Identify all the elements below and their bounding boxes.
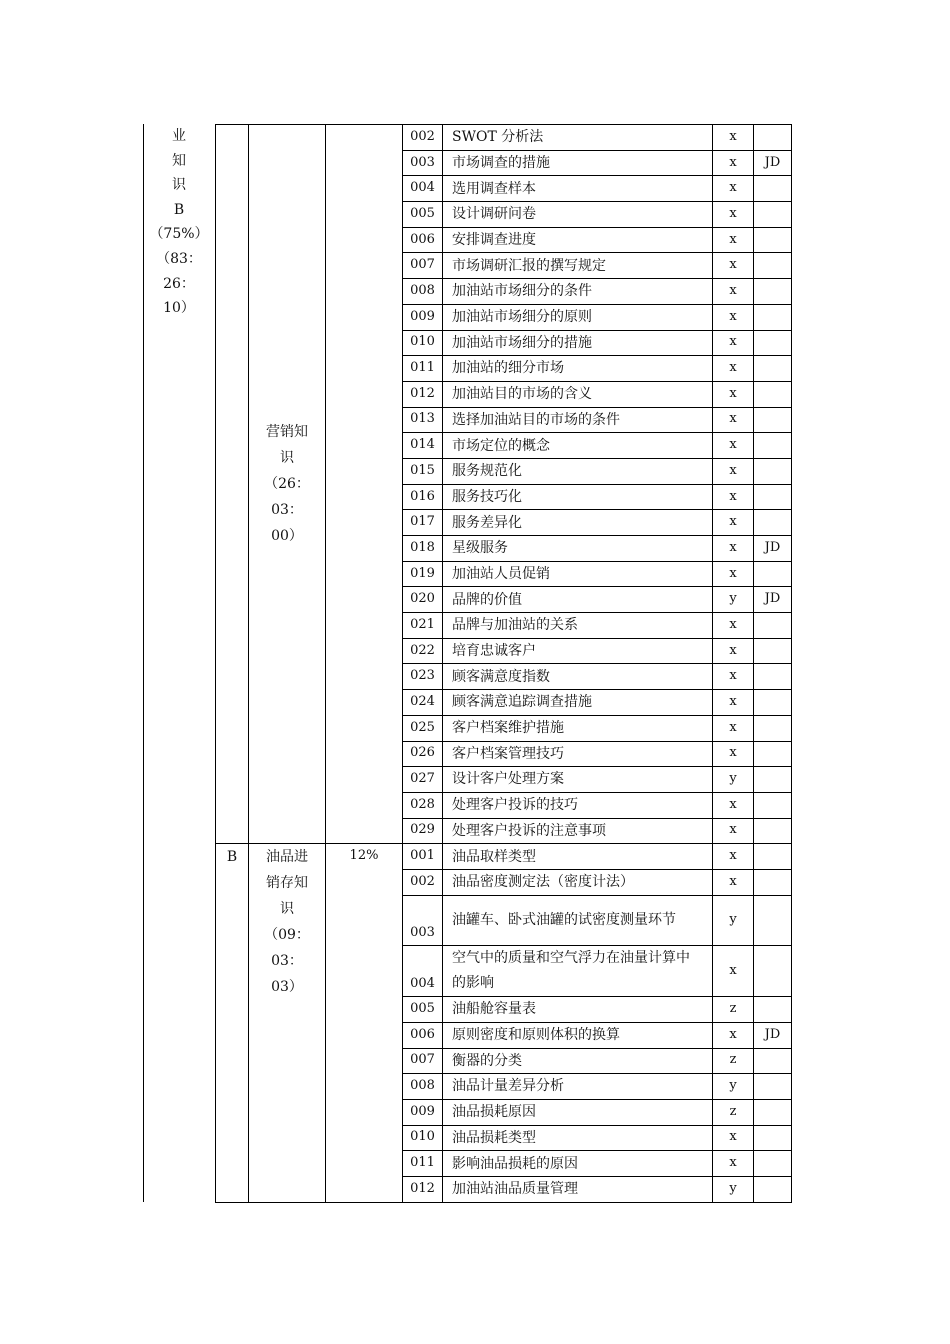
item-code-cell: 021 <box>403 613 443 639</box>
section-name-cell <box>249 125 326 844</box>
item-code-cell: 029 <box>403 818 443 844</box>
importance-cell: x <box>713 869 754 895</box>
section-name-line: 识 <box>280 901 294 918</box>
flag-cell <box>754 946 792 997</box>
flag-cell <box>754 202 792 228</box>
importance-cell: x <box>713 1125 754 1151</box>
flag-cell <box>754 176 792 202</box>
category-label-line: 识 <box>172 177 186 194</box>
flag-cell <box>754 227 792 253</box>
section-name-line: 营销知 <box>266 424 308 441</box>
item-name-cell: 安排调查进度 <box>443 227 713 253</box>
item-code-cell: 001 <box>403 844 443 870</box>
flag-cell <box>754 561 792 587</box>
importance-cell: y <box>713 1176 754 1202</box>
item-name-cell: 油品计量差异分析 <box>443 1074 713 1100</box>
item-name-cell: 设计客户处理方案 <box>443 767 713 793</box>
item-code-cell: 006 <box>403 1022 443 1048</box>
item-code-cell: 003 <box>403 150 443 176</box>
item-code-cell: 028 <box>403 792 443 818</box>
item-name-cell: 加油站人员促销 <box>443 561 713 587</box>
item-name-cell: 市场定位的概念 <box>443 433 713 459</box>
importance-cell: x <box>713 741 754 767</box>
importance-cell: x <box>713 715 754 741</box>
importance-cell: x <box>713 613 754 639</box>
flag-cell: JD <box>754 587 792 613</box>
item-code-cell: 002 <box>403 869 443 895</box>
item-name-cell: 选择加油站目的市场的条件 <box>443 407 713 433</box>
item-code-cell: 002 <box>403 125 443 151</box>
importance-cell: x <box>713 818 754 844</box>
importance-cell: x <box>713 202 754 228</box>
importance-cell: x <box>713 253 754 279</box>
item-code-cell: 023 <box>403 664 443 690</box>
item-name-cell: 加油站市场细分的原则 <box>443 304 713 330</box>
importance-cell: x <box>713 1022 754 1048</box>
item-name-cell: 服务差异化 <box>443 510 713 536</box>
table-row <box>216 844 792 870</box>
flag-cell <box>754 1099 792 1125</box>
category-label-line: （75%） <box>149 226 209 243</box>
item-name-cell: 设计调研问卷 <box>443 202 713 228</box>
importance-cell: x <box>713 407 754 433</box>
importance-cell: y <box>713 767 754 793</box>
weight-cell: 12% <box>326 844 403 1202</box>
item-name-cell: 加油站目的市场的含义 <box>443 381 713 407</box>
flag-cell <box>754 792 792 818</box>
flag-cell <box>754 253 792 279</box>
importance-cell: x <box>713 844 754 870</box>
section-name-line: （09： <box>264 927 310 944</box>
category-label-line: 10） <box>163 300 195 317</box>
category-label-column <box>143 124 215 321</box>
flag-cell <box>754 1151 792 1177</box>
item-code-cell: 005 <box>403 997 443 1023</box>
flag-cell <box>754 433 792 459</box>
table-row <box>216 125 792 151</box>
item-code-cell: 012 <box>403 1176 443 1202</box>
flag-cell: JD <box>754 150 792 176</box>
item-code-cell: 020 <box>403 587 443 613</box>
importance-cell: x <box>713 381 754 407</box>
item-name-cell: 影响油品损耗的原因 <box>443 1151 713 1177</box>
importance-cell: x <box>713 510 754 536</box>
section-name-line: 03： <box>271 502 303 519</box>
importance-cell: x <box>713 227 754 253</box>
item-name-cell: 原则密度和原则体积的换算 <box>443 1022 713 1048</box>
importance-cell: x <box>713 304 754 330</box>
item-code-cell: 019 <box>403 561 443 587</box>
flag-cell <box>754 1074 792 1100</box>
item-code-cell: 005 <box>403 202 443 228</box>
importance-cell: x <box>713 150 754 176</box>
item-name-cell: 油品密度测定法（密度计法） <box>443 869 713 895</box>
knowledge-table <box>215 124 792 1203</box>
item-code-cell: 024 <box>403 690 443 716</box>
importance-cell: x <box>713 356 754 382</box>
flag-cell <box>754 664 792 690</box>
item-code-cell: 003 <box>403 895 443 946</box>
flag-cell <box>754 330 792 356</box>
importance-cell: x <box>713 176 754 202</box>
importance-cell: x <box>713 638 754 664</box>
flag-cell <box>754 869 792 895</box>
item-name-cell: 品牌的价值 <box>443 587 713 613</box>
item-code-cell: 013 <box>403 407 443 433</box>
item-code-cell: 011 <box>403 356 443 382</box>
flag-cell <box>754 715 792 741</box>
item-code-cell: 009 <box>403 304 443 330</box>
item-name-cell: 顾客满意追踪调查措施 <box>443 690 713 716</box>
item-code-cell: 014 <box>403 433 443 459</box>
section-name-line: 识 <box>280 450 294 467</box>
importance-cell: z <box>713 1099 754 1125</box>
item-name-cell: 油品取样类型 <box>443 844 713 870</box>
section-name-line: 油品进 <box>266 849 308 866</box>
importance-cell: y <box>713 895 754 946</box>
flag-cell: JD <box>754 1022 792 1048</box>
item-name-cell: 市场调查的措施 <box>443 150 713 176</box>
item-code-cell: 027 <box>403 767 443 793</box>
flag-cell <box>754 407 792 433</box>
importance-cell: x <box>713 125 754 151</box>
flag-cell <box>754 997 792 1023</box>
section-name-line: （26： <box>264 476 310 493</box>
item-name-cell: 服务技巧化 <box>443 484 713 510</box>
importance-cell: x <box>713 458 754 484</box>
item-code-cell: 009 <box>403 1099 443 1125</box>
item-name-cell: 油品损耗类型 <box>443 1125 713 1151</box>
flag-cell <box>754 1125 792 1151</box>
level-cell <box>216 125 249 844</box>
flag-cell <box>754 767 792 793</box>
item-name-cell: 加油站市场细分的措施 <box>443 330 713 356</box>
importance-cell: x <box>713 433 754 459</box>
item-name-cell: 品牌与加油站的关系 <box>443 613 713 639</box>
item-code-cell: 015 <box>403 458 443 484</box>
item-code-cell: 010 <box>403 330 443 356</box>
section-name-cell <box>249 844 326 1202</box>
category-label-line: 知 <box>172 152 186 169</box>
item-name-cell: 星级服务 <box>443 536 713 562</box>
importance-cell: y <box>713 587 754 613</box>
item-code-cell: 010 <box>403 1125 443 1151</box>
item-name-cell: SWOT 分析法 <box>443 125 713 151</box>
item-name-cell: 客户档案管理技巧 <box>443 741 713 767</box>
flag-cell <box>754 304 792 330</box>
flag-cell <box>754 818 792 844</box>
item-code-cell: 026 <box>403 741 443 767</box>
item-name-cell: 空气中的质量和空气浮力在油量计算中的影响 <box>443 946 713 997</box>
item-code-cell: 017 <box>403 510 443 536</box>
category-label-line: B <box>173 201 185 218</box>
importance-cell: x <box>713 664 754 690</box>
item-code-cell: 008 <box>403 1074 443 1100</box>
category-label-line: （83： <box>156 250 202 267</box>
item-name-cell: 油品损耗原因 <box>443 1099 713 1125</box>
importance-cell: y <box>713 1074 754 1100</box>
item-name-cell: 客户档案维护措施 <box>443 715 713 741</box>
flag-cell <box>754 690 792 716</box>
flag-cell <box>754 125 792 151</box>
item-code-cell: 025 <box>403 715 443 741</box>
flag-cell <box>754 1176 792 1202</box>
importance-cell: x <box>713 330 754 356</box>
item-name-cell: 加油站市场细分的条件 <box>443 279 713 305</box>
importance-cell: x <box>713 792 754 818</box>
importance-cell: x <box>713 279 754 305</box>
flag-cell <box>754 279 792 305</box>
importance-cell: x <box>713 484 754 510</box>
flag-cell <box>754 458 792 484</box>
item-code-cell: 012 <box>403 381 443 407</box>
importance-cell: z <box>713 997 754 1023</box>
weight-cell <box>326 125 403 844</box>
item-name-cell: 选用调查样本 <box>443 176 713 202</box>
item-name-cell: 油罐车、卧式油罐的试密度测量环节 <box>443 895 713 946</box>
category-label-line: 26： <box>163 275 195 292</box>
flag-cell <box>754 356 792 382</box>
item-name-cell: 市场调研汇报的撰写规定 <box>443 253 713 279</box>
item-name-cell: 加油站油品质量管理 <box>443 1176 713 1202</box>
item-code-cell: 022 <box>403 638 443 664</box>
importance-cell: x <box>713 946 754 997</box>
flag-cell <box>754 510 792 536</box>
section-name-line: 00） <box>271 528 303 545</box>
item-code-cell: 016 <box>403 484 443 510</box>
item-name-cell: 油船舱容量表 <box>443 997 713 1023</box>
section-name-line: 03： <box>271 953 303 970</box>
importance-cell: x <box>713 690 754 716</box>
flag-cell <box>754 844 792 870</box>
item-code-cell: 006 <box>403 227 443 253</box>
item-name-cell: 培育忠诚客户 <box>443 638 713 664</box>
level-cell: B <box>216 844 249 1202</box>
flag-cell: JD <box>754 536 792 562</box>
item-name-cell: 处理客户投诉的注意事项 <box>443 818 713 844</box>
item-name-cell: 处理客户投诉的技巧 <box>443 792 713 818</box>
importance-cell: x <box>713 561 754 587</box>
section-name-line: 销存知 <box>266 875 308 892</box>
flag-cell <box>754 741 792 767</box>
flag-cell <box>754 484 792 510</box>
category-label-line: 业 <box>172 128 186 144</box>
flag-cell <box>754 638 792 664</box>
item-code-cell: 018 <box>403 536 443 562</box>
item-name-cell: 顾客满意度指数 <box>443 664 713 690</box>
importance-cell: x <box>713 1151 754 1177</box>
flag-cell <box>754 895 792 946</box>
item-code-cell: 004 <box>403 946 443 997</box>
item-name-cell: 加油站的细分市场 <box>443 356 713 382</box>
flag-cell <box>754 1048 792 1074</box>
importance-cell: z <box>713 1048 754 1074</box>
item-code-cell: 007 <box>403 253 443 279</box>
flag-cell <box>754 613 792 639</box>
importance-cell: x <box>713 536 754 562</box>
flag-cell <box>754 381 792 407</box>
item-code-cell: 011 <box>403 1151 443 1177</box>
item-code-cell: 008 <box>403 279 443 305</box>
item-name-cell: 服务规范化 <box>443 458 713 484</box>
section-name-line: 03） <box>271 979 303 996</box>
item-code-cell: 007 <box>403 1048 443 1074</box>
item-name-cell: 衡器的分类 <box>443 1048 713 1074</box>
item-code-cell: 004 <box>403 176 443 202</box>
